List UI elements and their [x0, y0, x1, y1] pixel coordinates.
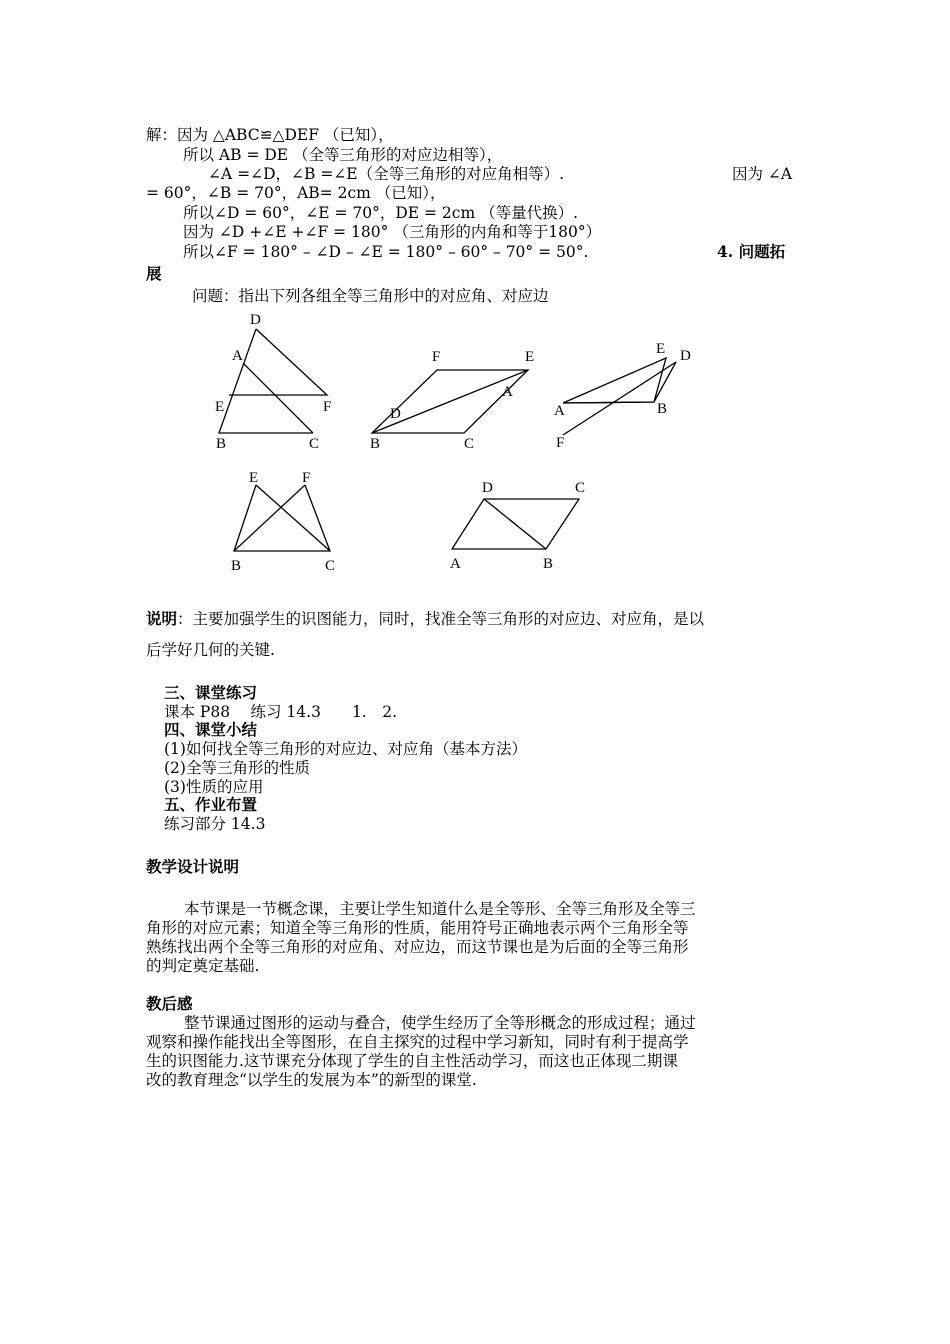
fig5-label-d: D	[482, 480, 493, 496]
fig2-label-c: C	[464, 436, 475, 452]
solution-line-2: 所以 AB = DE （全等三角形的对应边相等），	[183, 146, 503, 164]
fig1-label-f: F	[323, 399, 332, 415]
section-4-heading: 4. 问题拓	[717, 242, 786, 261]
fig3-label-e: E	[656, 341, 666, 357]
fig2-label-e: E	[525, 349, 535, 365]
fig2-label-f: F	[432, 349, 441, 365]
fig4-label-f: F	[302, 470, 311, 486]
section-3-title: 三、课堂练习	[164, 683, 258, 702]
fig2-label-a: A	[502, 384, 513, 400]
fig4-label-c: C	[325, 558, 336, 574]
note-line-1	[146, 609, 704, 629]
reflection-line-4: 改的教育理念“以学生的发展为本”的新型的课堂.	[146, 1071, 477, 1089]
reflection-line-1: 整节课通过图形的运动与叠合，使学生经历了全等形概念的形成过程；通过	[184, 1014, 696, 1032]
fig5-diagonal-db	[484, 499, 546, 549]
fig2-diagonal	[372, 370, 528, 433]
geometry-figures	[0, 300, 950, 600]
figure-5	[450, 480, 585, 572]
fig3-label-b: B	[657, 401, 668, 417]
solution-line-6: 因为 ∠D +∠E +∠F = 180° （三角形的内角和等于180°）	[183, 223, 602, 241]
note-text-1: ：主要加强学生的识图能力，同时，找准全等三角形的对应边、对应角，是以	[177, 610, 705, 628]
summary-item-1: (1)如何找全等三角形的对应边、对应角（基本方法）	[164, 740, 527, 758]
design-line-2: 角形的对应元素；知道全等三角形的性质，能用符号正确地表示两个三角形全等	[146, 919, 689, 937]
figure-2	[370, 349, 534, 452]
note-line-2: 后学好几何的关键.	[146, 641, 275, 659]
fig3-triangle-fdb	[563, 362, 676, 435]
fig1-label-c: C	[309, 436, 320, 452]
fig2-label-b: B	[370, 436, 381, 452]
summary-item-2: (2)全等三角形的性质	[164, 759, 310, 777]
fig3-label-d: D	[680, 348, 691, 364]
solution-line-7: 所以∠F = 180° – ∠D – ∠E = 180° – 60° – 70° = 50°.	[183, 243, 589, 261]
section-5-title: 五、作业布置	[164, 795, 258, 814]
fig4-line-ec	[256, 485, 330, 551]
reflection-title: 教后感	[146, 994, 193, 1013]
fig4-label-e: E	[249, 470, 259, 486]
design-line-1: 本节课是一节概念课，主要让学生知道什么是全等形、全等三角形及全等三	[184, 900, 696, 918]
fig3-label-a: A	[554, 403, 565, 419]
fig5-label-a: A	[450, 556, 461, 572]
section-4-title: 四、课堂小结	[164, 720, 258, 739]
note-label: 说明	[146, 609, 178, 628]
fig1-triangle-dbc	[219, 329, 313, 433]
figure-4	[231, 470, 335, 574]
figure-1	[215, 312, 331, 452]
fig2-label-d: D	[390, 406, 401, 422]
fig3-triangle-aeb	[563, 358, 666, 403]
solution-line-3-tail: 因为 ∠A	[732, 165, 793, 183]
fig4-outline	[234, 485, 330, 551]
design-line-4: 的判定奠定基础.	[146, 957, 260, 975]
fig3-label-f: F	[556, 435, 565, 451]
fig5-label-b: B	[543, 556, 554, 572]
fig1-label-a: A	[232, 348, 243, 364]
fig1-label-e: E	[215, 399, 225, 415]
solution-line-1: 解：因为 △ABC≌△DEF （已知），	[146, 126, 394, 144]
summary-item-3: (3)性质的应用	[164, 778, 264, 796]
fig1-label-d: D	[250, 312, 261, 328]
section-3-line: 课本 P88 练习 14.3 1. 2.	[164, 703, 398, 721]
solution-line-4: = 60°，∠B = 70°，AB= 2cm （已知），	[146, 184, 446, 202]
fig4-label-b: B	[231, 558, 242, 574]
problem-statement: 问题：指出下列各组全等三角形中的对应角、对应边	[192, 287, 549, 305]
solution-line-3: ∠A =∠D，∠B =∠E（全等三角形的对应角相等）.	[208, 165, 565, 183]
reflection-line-3: 生的识图能力.这节课充分体现了学生的自主性活动学习，而这也正体现二期课	[146, 1052, 678, 1070]
solution-line-5: 所以∠D = 60°，∠E = 70°，DE = 2cm （等量代换）.	[183, 204, 579, 222]
design-line-3: 熟练找出两个全等三角形的对应角、对应边，而这节课也是为后面的全等三角形	[146, 938, 689, 956]
section-4-heading-cont: 展	[146, 264, 162, 283]
figure-3	[554, 341, 691, 451]
design-title: 教学设计说明	[146, 857, 240, 876]
reflection-line-2: 观察和操作能找出全等图形，在自主探究的过程中学习新知，同时有利于提高学	[146, 1033, 689, 1051]
fig1-line-ac	[244, 364, 313, 433]
section-5-line: 练习部分 14.3	[164, 815, 266, 833]
fig5-label-c: C	[575, 480, 586, 496]
fig1-label-b: B	[216, 436, 227, 452]
